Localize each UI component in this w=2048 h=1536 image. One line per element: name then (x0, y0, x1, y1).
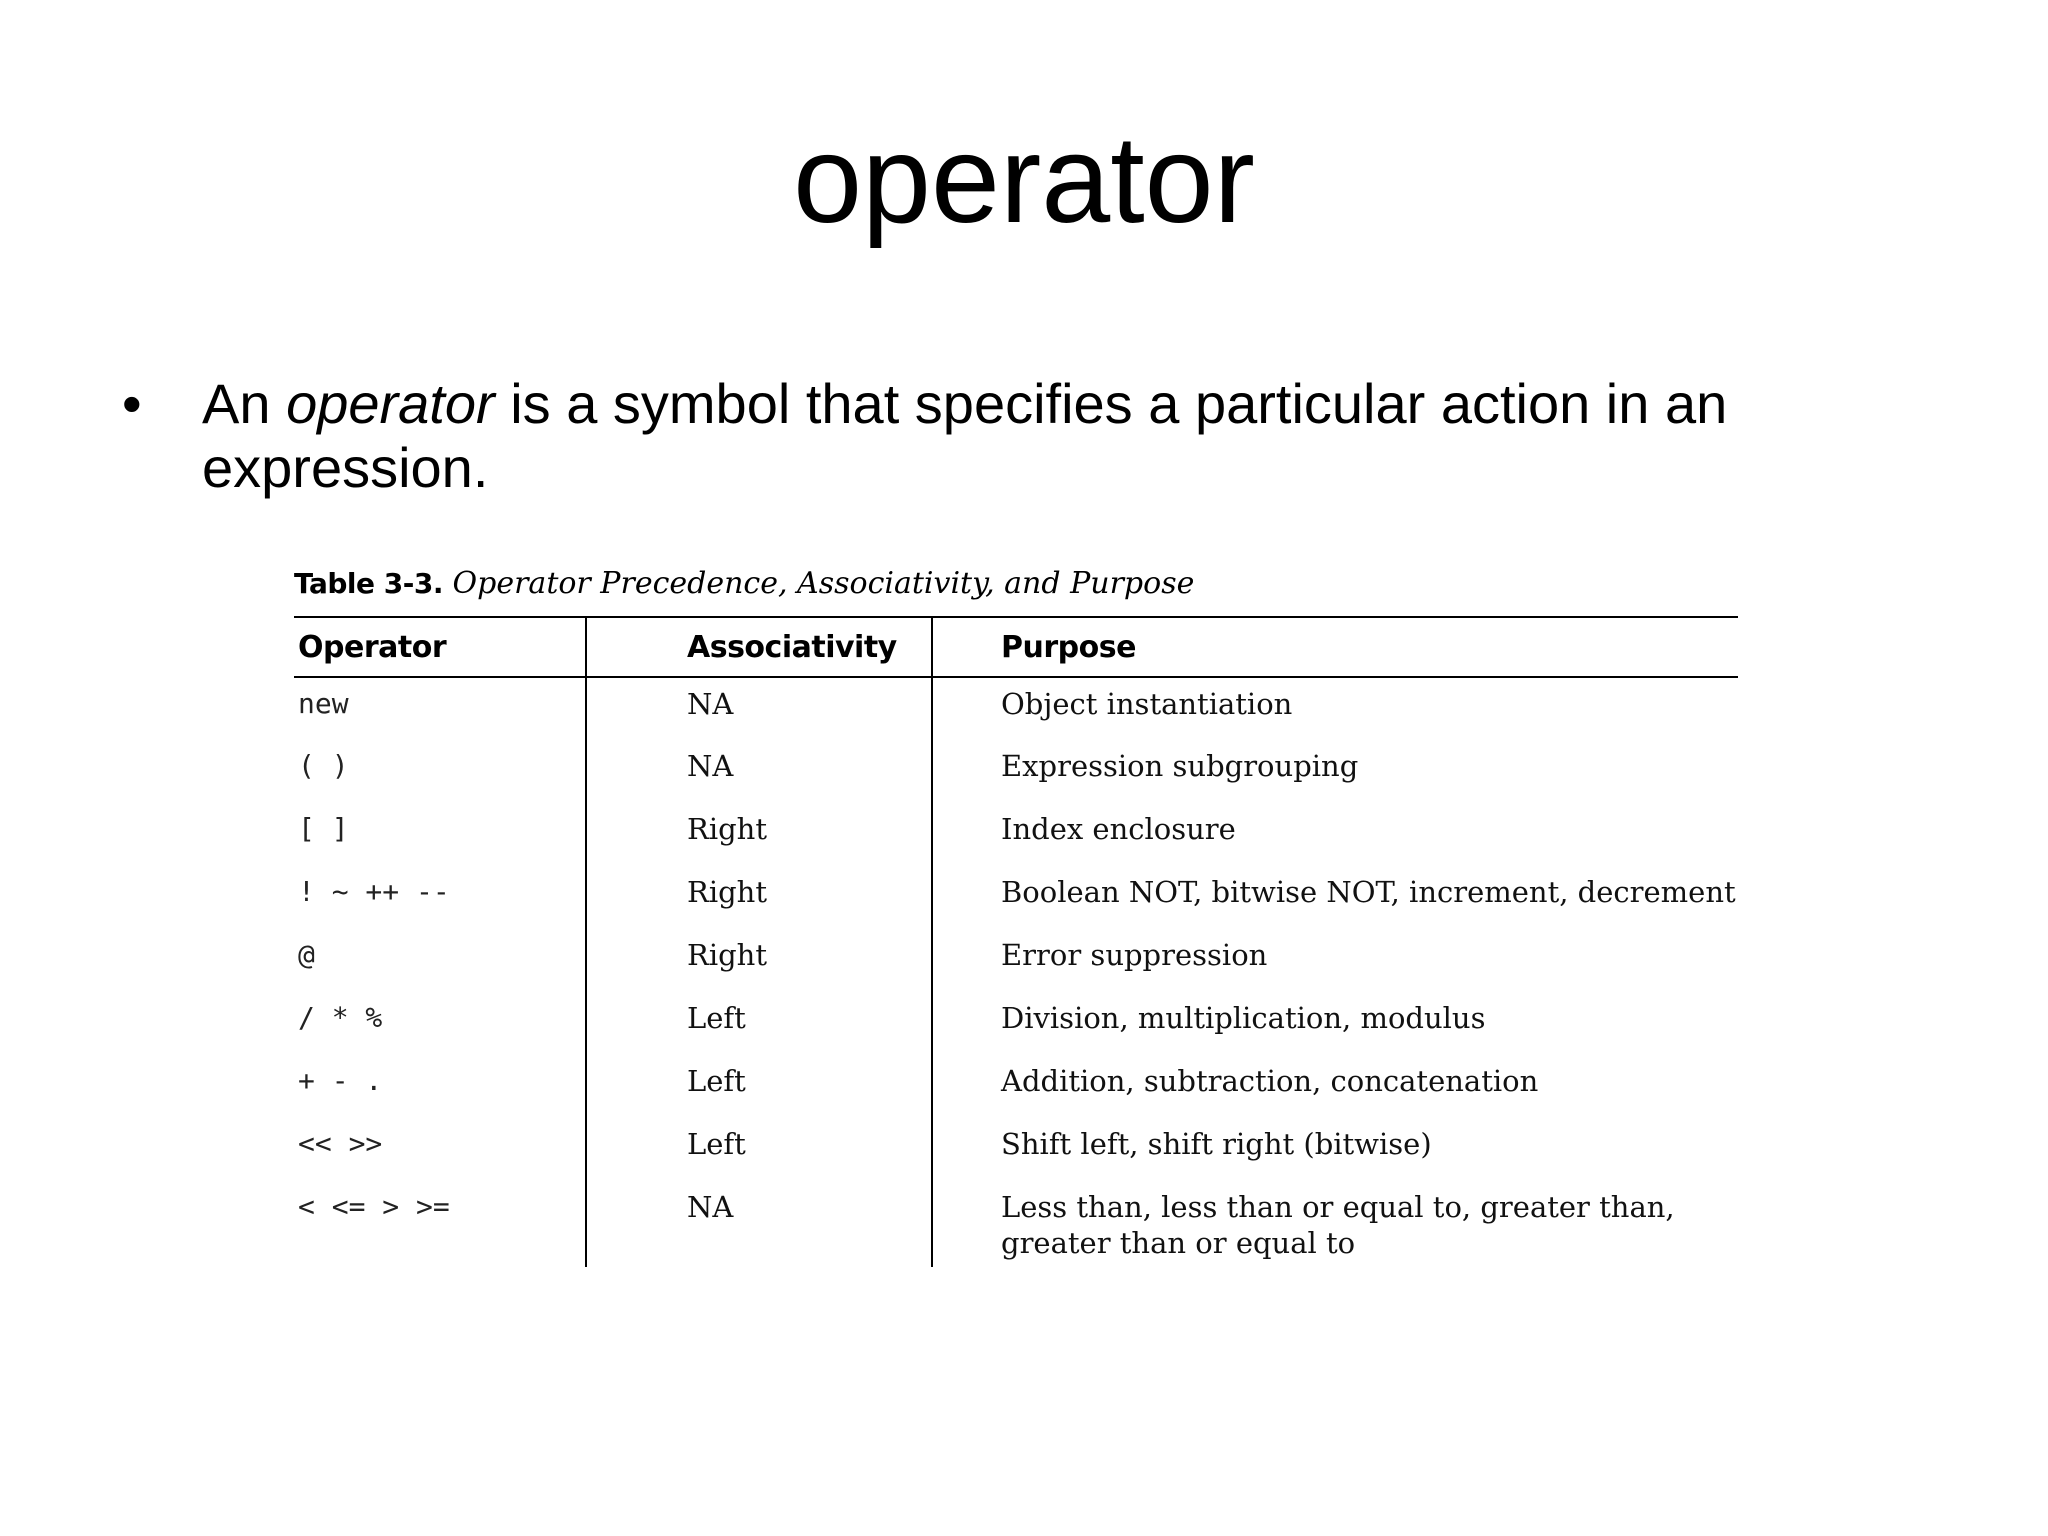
table-row (294, 992, 1738, 1055)
table-row (294, 929, 1738, 992)
operator-cell: << >> (298, 1127, 383, 1160)
purpose-cell: Less than, less than or equal to, greater than, greater than or equal to (932, 1181, 1738, 1267)
operator-table (294, 616, 1738, 1267)
table-caption (294, 560, 1738, 604)
operator-cell: ( ) (298, 749, 349, 782)
associativity-cell: Right (586, 929, 932, 992)
purpose-cell: Boolean NOT, bitwise NOT, increment, decrement (932, 866, 1738, 929)
bullet-icon: • (122, 372, 142, 435)
bullet-suffix: is a symbol that specifies a particular action in an expression. (202, 372, 1728, 499)
table-caption-text: Operator Precedence, Associativity, and Purpose (443, 566, 1195, 601)
operator-cell: @ (298, 938, 315, 971)
header-operator: Operator (294, 617, 586, 677)
table-row (294, 1181, 1738, 1267)
table-row (294, 677, 1738, 740)
table-row (294, 740, 1738, 803)
bullet-prefix: An (202, 372, 287, 435)
associativity-cell: Right (586, 803, 932, 866)
purpose-cell: Index enclosure (932, 803, 1738, 866)
slide-title: operator (793, 111, 1255, 249)
bullet-text (202, 372, 1822, 500)
table-caption-label: Table 3-3. (294, 567, 443, 600)
operator-cell: new (298, 687, 349, 720)
purpose-cell: Object instantiation (932, 677, 1738, 740)
operator-cell: < <= > >= (298, 1190, 450, 1223)
operator-cell: ! ~ ++ -- (298, 875, 450, 908)
table-row (294, 803, 1738, 866)
table-header-row (294, 617, 1738, 677)
header-purpose: Purpose (932, 617, 1738, 677)
operator-cell: [ ] (298, 812, 349, 845)
associativity-cell: Left (586, 1118, 932, 1181)
purpose-cell: Error suppression (932, 929, 1738, 992)
bullet-point (122, 372, 1822, 500)
table-row (294, 1118, 1738, 1181)
associativity-cell: NA (586, 677, 932, 740)
purpose-cell: Addition, subtraction, concatenation (932, 1055, 1738, 1118)
operator-cell: + - . (298, 1064, 383, 1097)
purpose-cell: Expression subgrouping (932, 740, 1738, 803)
purpose-cell: Division, multiplication, modulus (932, 992, 1738, 1055)
associativity-cell: Left (586, 992, 932, 1055)
operator-cell: / * % (298, 1001, 383, 1034)
associativity-cell: Left (586, 1055, 932, 1118)
associativity-cell: NA (586, 1181, 932, 1267)
associativity-cell: NA (586, 740, 932, 803)
bullet-emphasis: operator (286, 372, 495, 435)
purpose-cell: Shift left, shift right (bitwise) (932, 1118, 1738, 1181)
table-row (294, 866, 1738, 929)
operator-table-figure (294, 560, 1738, 1267)
table-row (294, 1055, 1738, 1118)
associativity-cell: Right (586, 866, 932, 929)
header-associativity: Associativity (586, 617, 932, 677)
